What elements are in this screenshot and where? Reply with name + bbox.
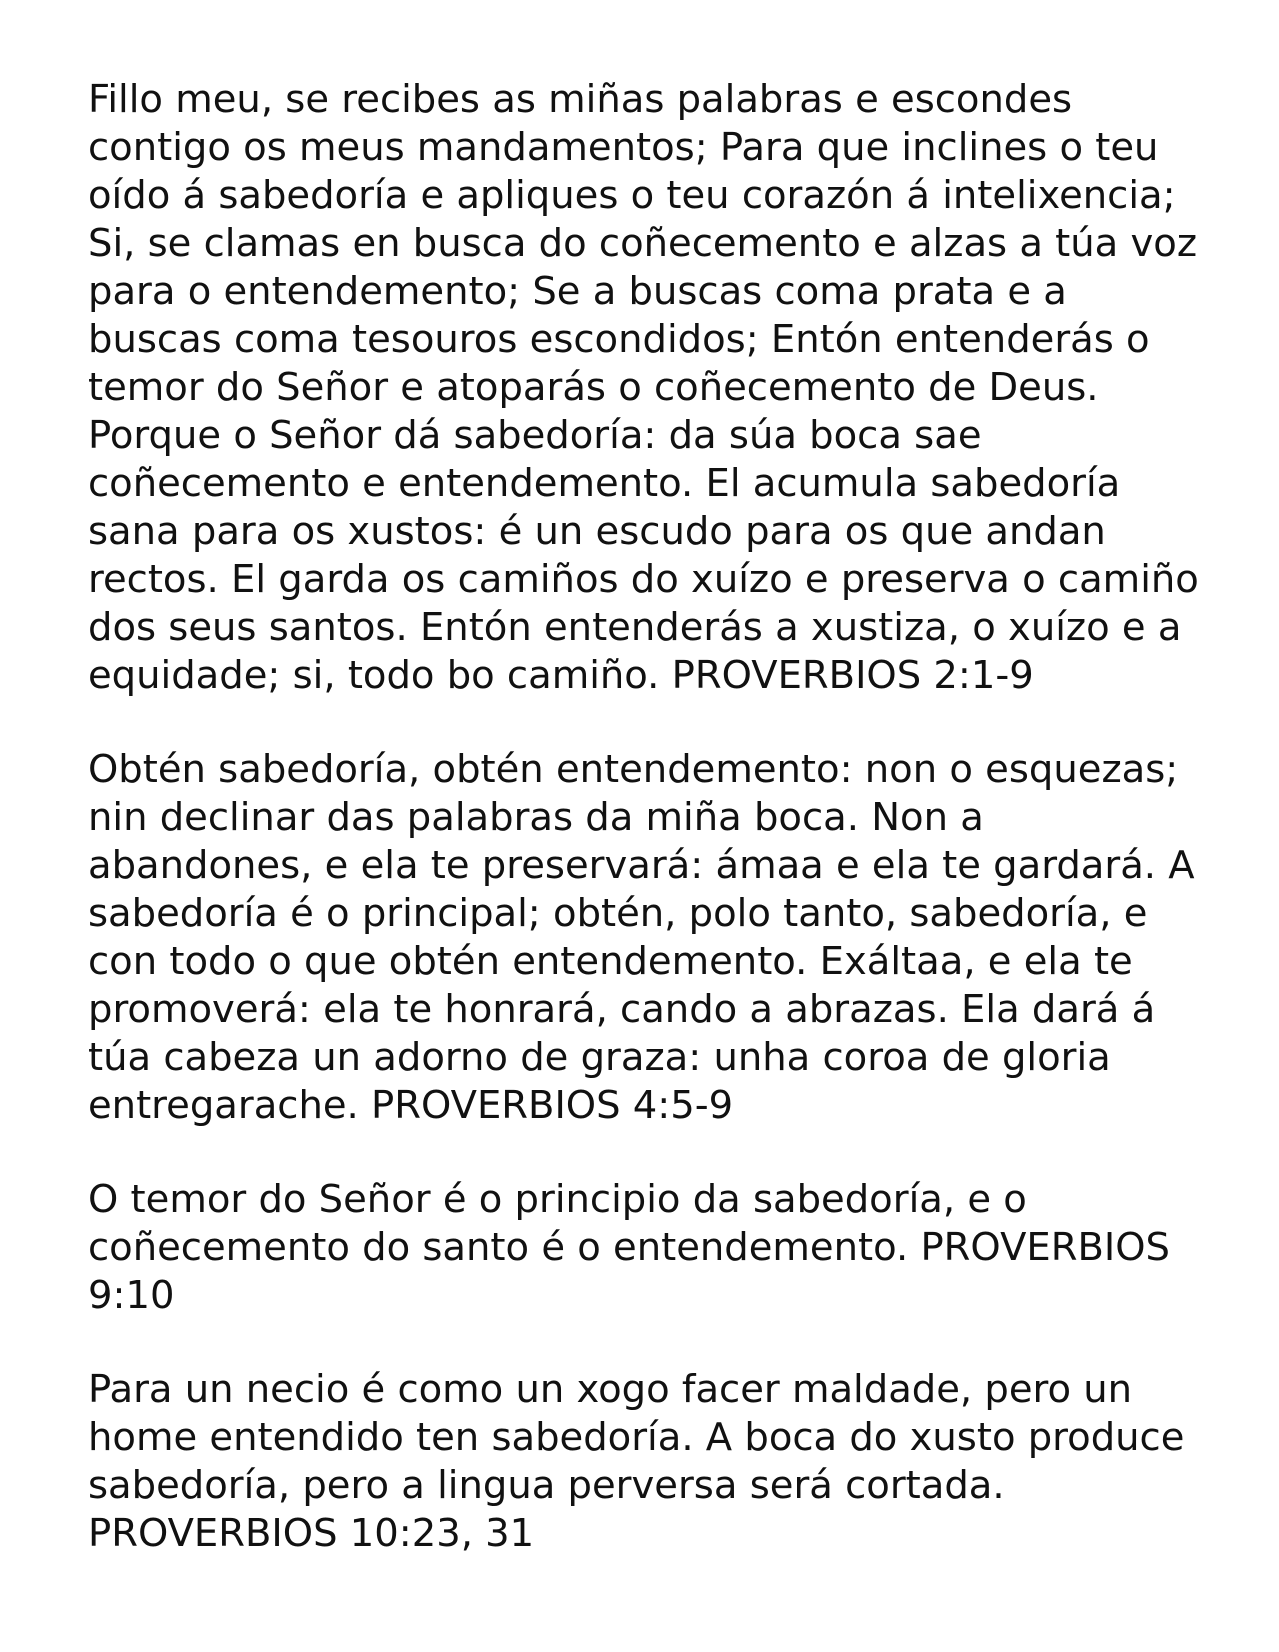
passage-proverbios-2-1-9: Fillo meu, se recibes as miñas palabras e escondes contigo os meus mandamentos; Para que inclines o teu oído á sabedoría e apliques o teu corazón á intelixencia; Si, se clamas en busca do coñecemento e alzas a túa voz para o entendemento; Se a buscas coma prata e a buscas coma tesouros escondidos; Entón entenderás o temor do Señor e atoparás o coñecemento de Deus. Porque o Señor dá sabedoría: da súa boca sae coñecemento e entendemento. El acumula sabedoría sana para os xustos: é un escudo para os que andan rectos. El garda os camiños do xuízo e preserva o camiño dos seus santos. Entón entenderás a xustiza, o xuízo e a equidade; si, todo bo camiño. PROVERBIOS 2:1-9 [88,77,1199,698]
document-page [88,76,1208,1604]
passage-proverbios-4-5-9: Obtén sabedoría, obtén entendemento: non o esquezas; nin declinar das palabras da miña boca. Non a abandones, e ela te preservará: ámaa e ela te gardará. A sabedoría é o principal; obtén, polo tanto, sabedoría, e con todo o que obtén entendemento. Exáltaa, e ela te promoverá: ela te honrará, cando a abrazas. Ela dará á túa cabeza un adorno de graza: unha coroa de gloria entregarache. PROVERBIOS 4:5-9 [88,747,1195,1128]
passage-proverbios-9-10: O temor do Señor é o principio da sabedoría, e o coñecemento do santo é o entendemento. PROVERBIOS 9:10 [88,1177,1170,1318]
passage-proverbios-10-23-31: Para un necio é como un xogo facer maldade, pero un home entendido ten sabedoría. A boca do xusto produce sabedoría, pero a lingua perversa será cortada. PROVERBIOS 10:23, 31 [88,1367,1185,1556]
